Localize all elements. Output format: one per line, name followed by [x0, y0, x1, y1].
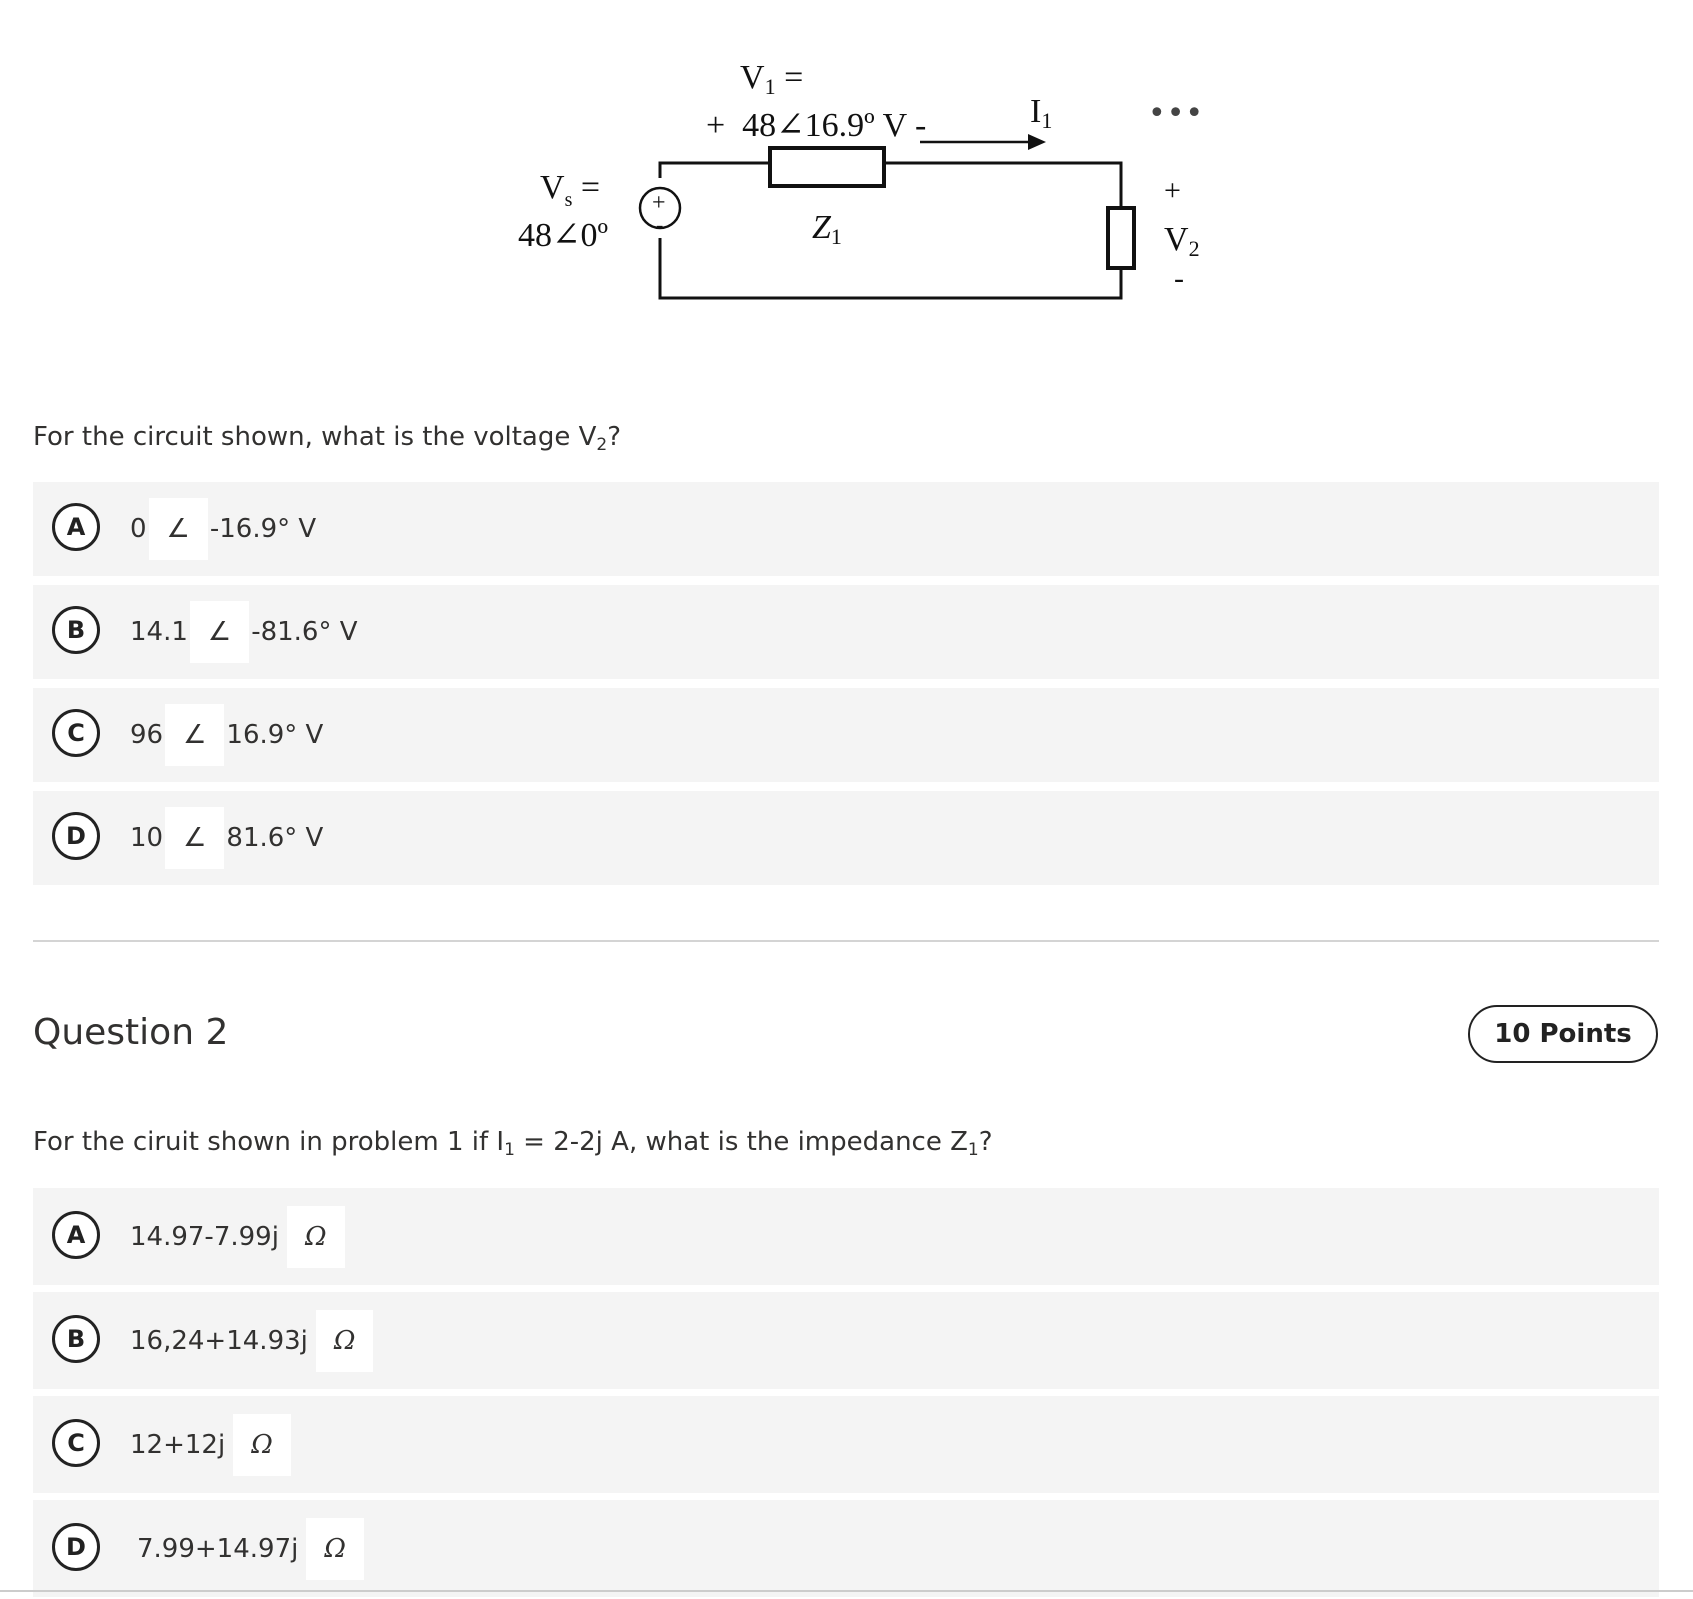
- option-label: [130, 791, 323, 885]
- option-magnitude: 0: [130, 514, 147, 544]
- q1-option-b[interactable]: [33, 585, 1659, 679]
- option-label: [137, 1500, 364, 1597]
- angle-icon: ∠: [149, 498, 208, 560]
- bottom-border: [0, 1590, 1693, 1592]
- v1-value: + 48∠16.9º V -: [706, 107, 927, 144]
- option-label: [130, 1188, 345, 1285]
- q2-option-c[interactable]: [33, 1396, 1659, 1493]
- q2-option-b[interactable]: [33, 1292, 1659, 1389]
- circuit-diagram: [500, 60, 1240, 320]
- v2-plus: +: [1164, 174, 1181, 207]
- source-minus: -: [656, 212, 664, 237]
- circuit-wire-top-right: [884, 163, 1121, 208]
- option-magnitude: 14.1: [130, 617, 188, 647]
- q1-option-a[interactable]: [33, 482, 1659, 576]
- angle-icon: ∠: [165, 704, 224, 766]
- circuit-wire-bottom: [660, 238, 1121, 298]
- v2-label: V2: [1164, 221, 1200, 261]
- option-letter-badge: C: [52, 1419, 100, 1467]
- option-magnitude: 96: [130, 720, 164, 750]
- option-label: [130, 688, 323, 782]
- question-2-title: Question 2: [33, 1012, 229, 1053]
- q2-option-a[interactable]: [33, 1188, 1659, 1285]
- points-badge: 10 Points: [1468, 1005, 1658, 1063]
- option-magnitude: 10: [130, 823, 164, 853]
- option-value: 14.97-7.99j: [130, 1221, 279, 1252]
- question-2-text-sub-b: 1: [967, 1140, 979, 1160]
- question-2-text-sub-a: 1: [504, 1140, 515, 1160]
- question-1-text-end: ?: [607, 422, 622, 452]
- option-letter-badge: D: [52, 1523, 100, 1571]
- ohm-icon: Ω: [316, 1310, 374, 1372]
- question-1-text-main: For the circuit shown, what is the voltage V: [33, 422, 597, 452]
- option-letter-badge: B: [52, 1315, 100, 1363]
- angle-icon: ∠: [165, 807, 224, 869]
- question-2-text-end: ?: [978, 1127, 993, 1157]
- q2-option-d[interactable]: [33, 1500, 1659, 1597]
- ohm-icon: Ω: [233, 1414, 291, 1476]
- question-divider: [33, 940, 1659, 942]
- circuit-wire-top-left: [660, 163, 770, 178]
- option-letter-badge: A: [52, 1211, 100, 1259]
- ohm-icon: Ω: [287, 1206, 345, 1268]
- i1-label: I1: [1030, 93, 1053, 133]
- question-1-text: [33, 422, 621, 455]
- current-arrow-head: [1028, 134, 1046, 150]
- z1-label: Z1: [812, 209, 842, 249]
- question-2-text: [33, 1127, 993, 1160]
- option-label: [130, 585, 358, 679]
- q1-option-d[interactable]: [33, 791, 1659, 885]
- question-1-text-sub: 2: [596, 435, 608, 455]
- option-label: [130, 1292, 373, 1389]
- option-value: 7.99+14.97j: [137, 1533, 299, 1564]
- z1-resistor: [770, 148, 884, 186]
- vs-label: $V_s$ =: [540, 169, 601, 211]
- q1-option-c[interactable]: [33, 688, 1659, 782]
- load-resistor: [1108, 208, 1134, 268]
- v1-label: V1 =: [740, 60, 804, 99]
- option-phase: 16.9° V: [226, 720, 324, 750]
- question-2-text-part-a: For the ciruit shown in problem 1 if I: [33, 1127, 505, 1157]
- more-options-icon[interactable]: •••: [1148, 96, 1205, 131]
- option-phase: -16.9° V: [209, 514, 317, 544]
- option-letter-badge: B: [52, 606, 100, 654]
- option-label: [130, 1396, 291, 1493]
- option-letter-badge: D: [52, 812, 100, 860]
- vs-value: 48∠0º: [518, 217, 609, 254]
- angle-icon: ∠: [190, 601, 249, 663]
- ohm-icon: Ω: [306, 1518, 364, 1580]
- v2-minus: -: [1174, 262, 1184, 295]
- option-letter-badge: A: [52, 503, 100, 551]
- question-2-text-part-b: = 2-2j A, what is the impedance Z: [514, 1127, 968, 1157]
- option-phase: -81.6° V: [251, 617, 358, 647]
- option-value: 12+12j: [130, 1429, 226, 1460]
- source-plus: +: [652, 190, 666, 216]
- option-value: 16,24+14.93j: [130, 1325, 308, 1356]
- option-phase: 81.6° V: [226, 823, 324, 853]
- option-label: [130, 482, 316, 576]
- option-letter-badge: C: [52, 709, 100, 757]
